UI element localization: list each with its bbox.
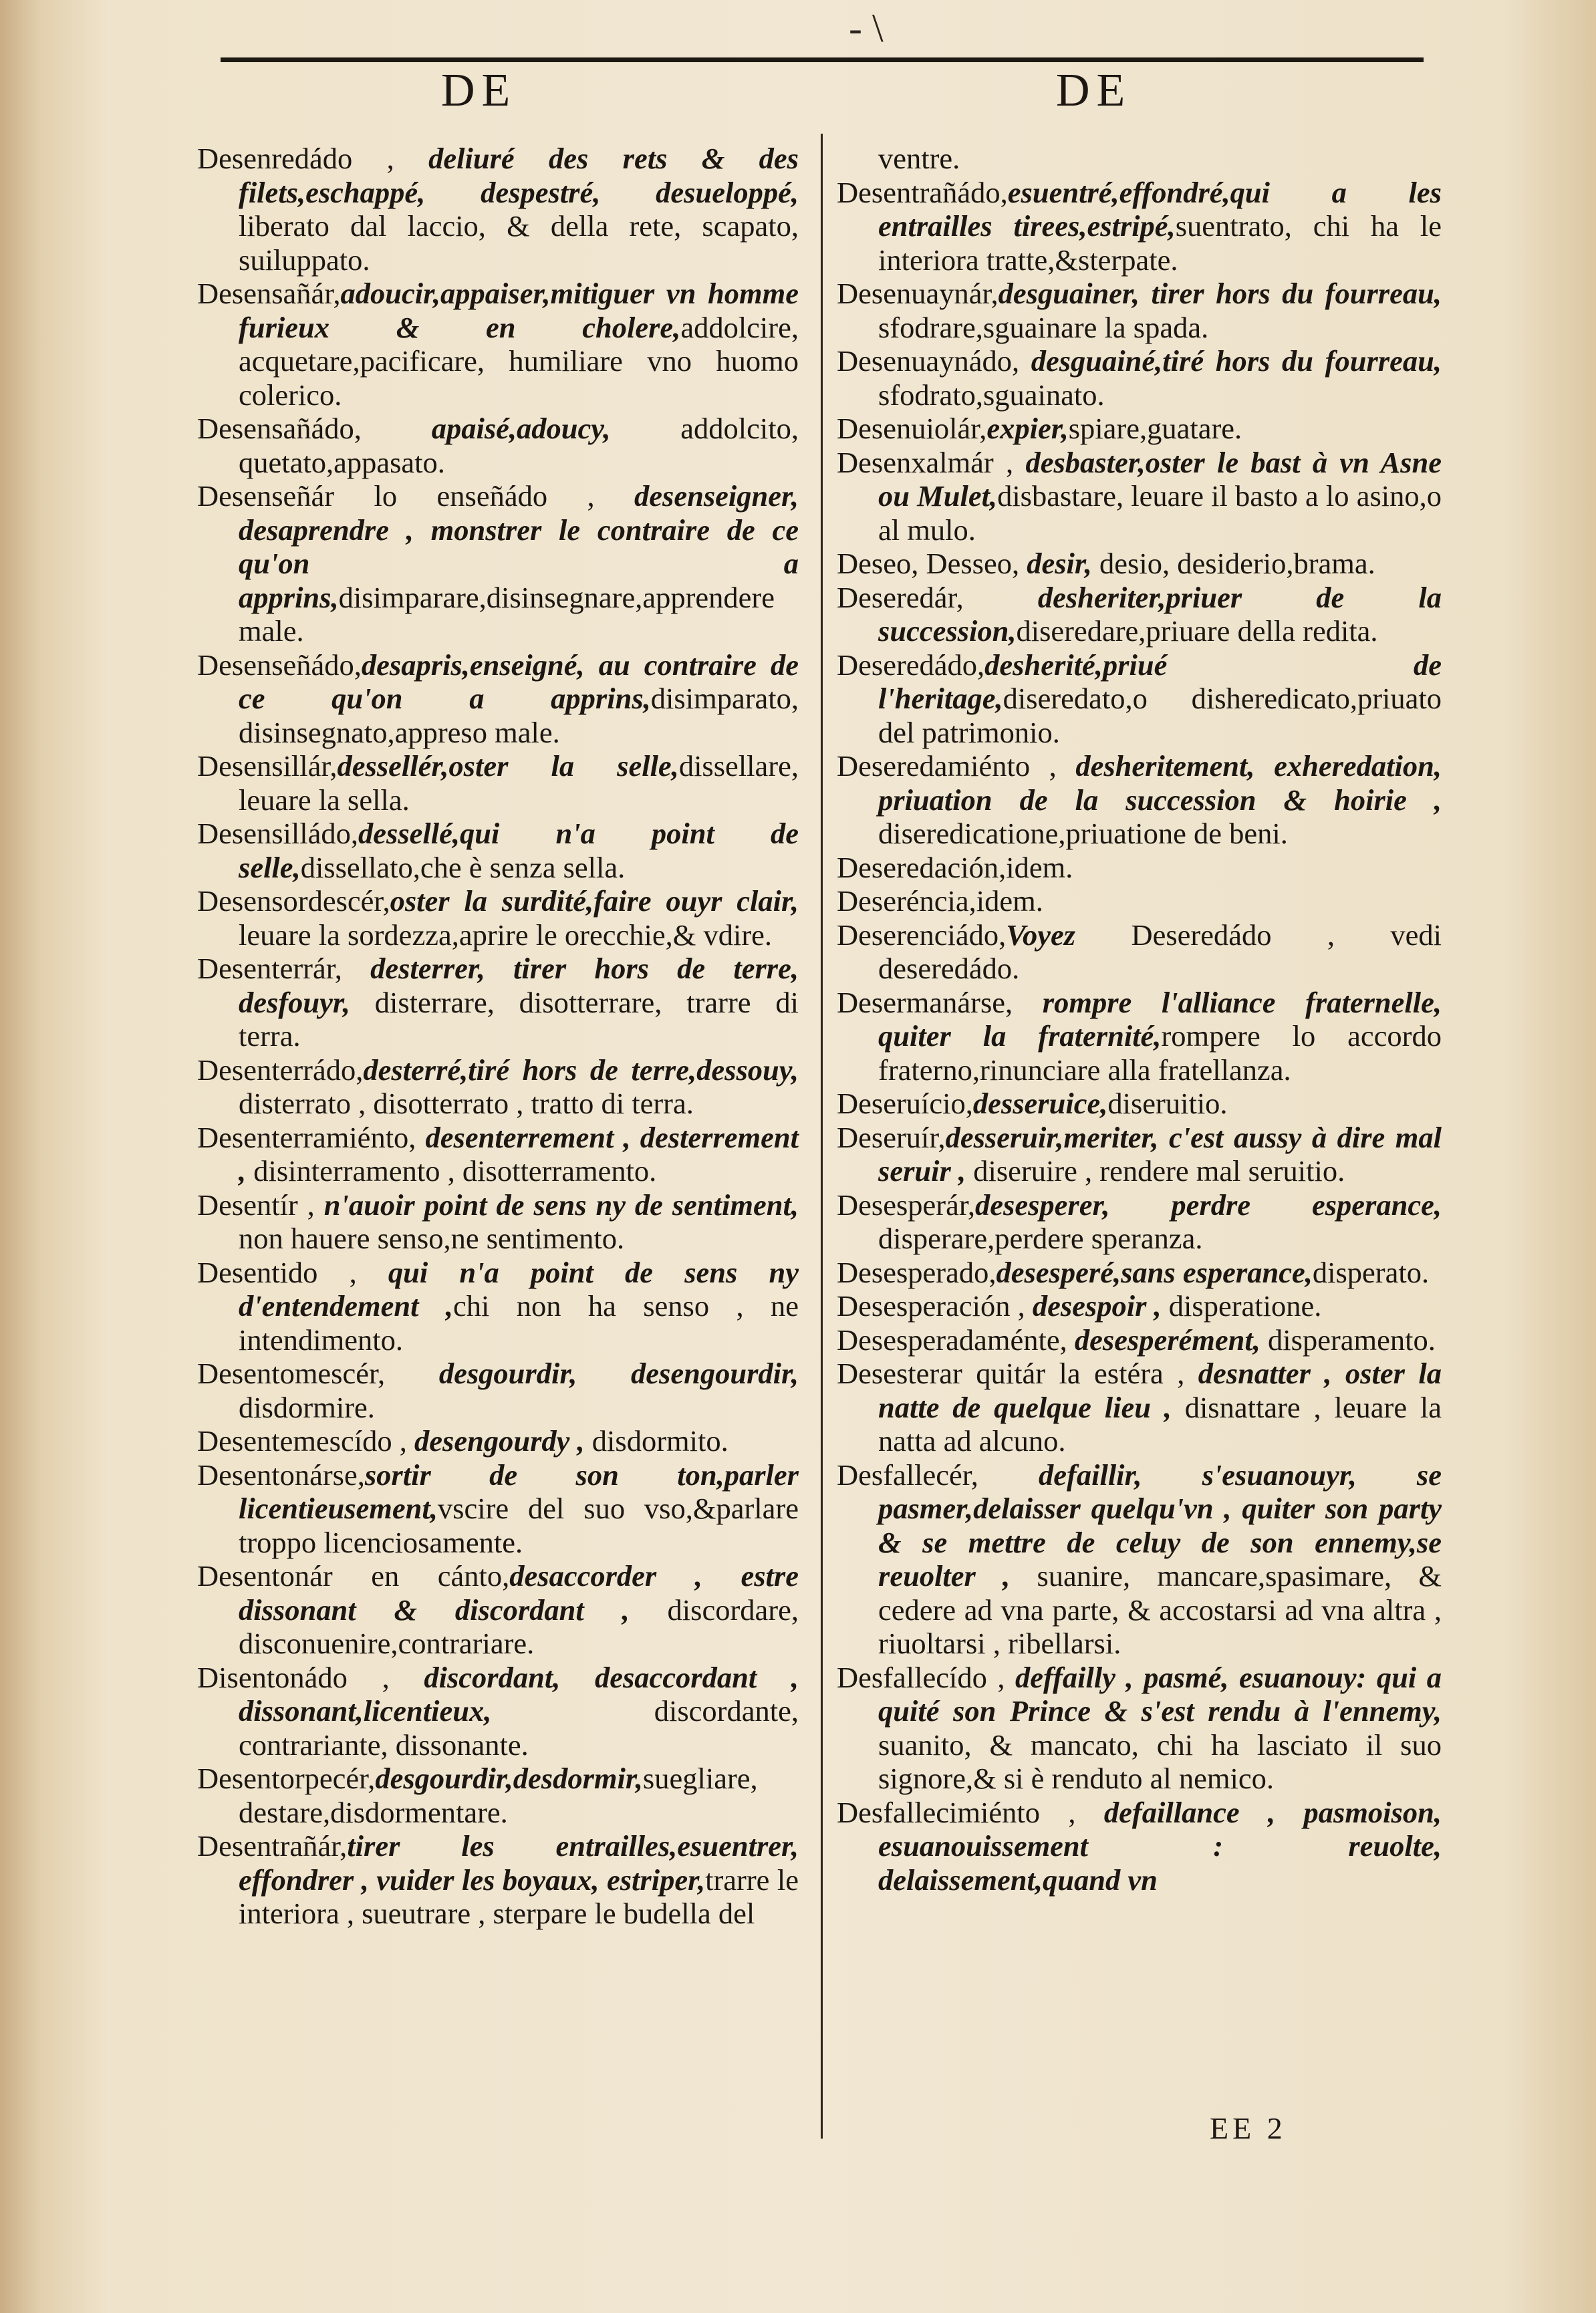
italian-gloss: suanire, mancare,spasimare, & cedere ad vna parte, & accostarsi ad vna altra , riuoltarsi , ribellarsi. [878, 1559, 1442, 1660]
french-gloss: desespoir , [1032, 1289, 1162, 1323]
italian-gloss: disperare,perdere speranza. [878, 1222, 1203, 1255]
column-divider [821, 134, 823, 2139]
dictionary-entry [197, 1121, 799, 1188]
italian-gloss: Deseredádo , vedi deseredádo. [878, 918, 1442, 985]
dictionary-entry [837, 344, 1442, 412]
headword: Desentido , [197, 1255, 388, 1289]
french-gloss: desaccorder , estre dissonant & discordant , [239, 1559, 799, 1627]
italian-gloss: disinterramento , disotterramento. [246, 1154, 657, 1188]
dictionary-entry [197, 1829, 799, 1931]
dictionary-entry [197, 1661, 799, 1762]
french-gloss: dessellér,oster la selle, [337, 749, 679, 783]
italian-gloss: ventre. [878, 142, 960, 175]
italian-gloss: idem. [976, 884, 1043, 918]
dictionary-entry [197, 884, 799, 952]
dictionary-entry [197, 1357, 799, 1424]
dictionary-entry [197, 817, 799, 884]
headword: Deseredamiénto , [837, 749, 1076, 783]
french-gloss: Voyez [1006, 918, 1076, 952]
dictionary-entry [197, 412, 799, 479]
headword: Desfallecído , [837, 1660, 1016, 1694]
dictionary-entry [837, 1188, 1442, 1256]
headword: Desesperadaménte, [837, 1323, 1075, 1357]
headword: Desentemescído , [197, 1424, 414, 1458]
french-gloss: deffailly , pasmé, esuanouy: qui a quité son Prince & s'est rendu à l'ennemy, [878, 1660, 1442, 1728]
french-gloss: defaillir, s'esuanouyr, se pasmer,delaisser quelqu'vn , quiter son party & se mettre de celuy de son ennemy,se reuolter , [878, 1458, 1442, 1593]
headword: Desenseñár lo enseñádo , [197, 479, 634, 513]
headword: Desensañár, [197, 277, 341, 310]
french-gloss: deliuré des rets & des filets,eschappé, despestré, desueloppé, [239, 142, 799, 209]
french-gloss: desheriter,priuer de la succession, [878, 580, 1442, 648]
italian-gloss: trarre le interiora , sueutrare , sterpare le budella del [239, 1863, 799, 1930]
italian-gloss: rompere lo accordo fraterno,rinunciare alla fratellanza. [878, 1019, 1442, 1087]
italian-gloss: non hauere senso,ne sentimento. [239, 1222, 625, 1255]
italian-gloss: disterrare, disotterrare, trarre di terra. [239, 985, 799, 1053]
headword: Desesperár, [837, 1188, 976, 1222]
dictionary-entry [837, 918, 1442, 986]
italian-gloss: diseruitio. [1107, 1087, 1228, 1120]
french-gloss: desesperé,sans esperance, [996, 1255, 1313, 1289]
headword: Deseruício, [837, 1087, 973, 1120]
italian-gloss: sfodrato,sguainato. [878, 378, 1105, 412]
headword: Deseréncia, [837, 884, 976, 918]
headword: Desenterrádo, [197, 1053, 364, 1087]
italian-gloss: disperato. [1312, 1255, 1430, 1289]
dictionary-entry [837, 851, 1442, 885]
italian-gloss: disnattare , leuare la natta ad alcuno. [878, 1390, 1442, 1458]
italian-gloss: liberato dal laccio, & della rete, scapato, suiluppato. [239, 209, 799, 277]
dictionary-entry [197, 1188, 799, 1256]
headword: Desenterramiénto, [197, 1120, 426, 1154]
italian-gloss: idem. [1006, 850, 1073, 884]
french-gloss: desseruir,meriter, c'est aussy à dire mal seruir , [878, 1120, 1442, 1188]
italian-gloss: disimparato, disinsegnato,appreso male. [239, 682, 799, 749]
italian-gloss: disterrato , disotterrato , tratto di terra. [239, 1087, 694, 1120]
headword: Disentonádo , [197, 1660, 424, 1694]
running-head-left: DE [441, 65, 517, 116]
headword: Desentrañár, [197, 1829, 348, 1863]
italian-gloss: leuare la sordezza,aprire le orecchie,& vdire. [239, 918, 773, 952]
dictionary-entry [837, 1661, 1442, 1796]
dictionary-entry [837, 412, 1442, 446]
dictionary-entry [837, 176, 1442, 277]
dictionary-entry [197, 1053, 799, 1121]
headword: Desentrañádo, [837, 175, 1008, 209]
french-gloss: desesperément, [1074, 1323, 1260, 1357]
headword: Deseruír, [837, 1120, 946, 1154]
dictionary-entry [197, 749, 799, 817]
headword: Desenuaynádo, [837, 344, 1031, 378]
dictionary-entry [837, 1323, 1442, 1357]
dictionary-entry [837, 884, 1442, 918]
headword: Desermanárse, [837, 985, 1043, 1019]
dictionary-entry [197, 1458, 799, 1560]
french-gloss: desapris,enseigné, au contraire de ce qu'on a apprins, [239, 648, 799, 715]
italian-gloss: desio, desiderio,brama. [1091, 547, 1375, 580]
french-gloss: rompre l'alliance fraternelle, quiter la fraternité, [878, 985, 1442, 1053]
dictionary-entry [837, 1796, 1442, 1897]
italian-gloss: dissellato,che è senza sella. [300, 850, 626, 884]
italian-gloss: suentrato, chi ha le interiora tratte,&sterpate. [878, 209, 1442, 277]
italian-gloss: sfodrare,sguainare la spada. [878, 310, 1209, 344]
french-gloss: desheritement, exheredation, priuation de la succession & hoirie , [878, 749, 1442, 817]
headword: Desentír , [197, 1188, 324, 1222]
headword: Desenuaynár, [837, 277, 999, 310]
french-gloss: expier, [986, 412, 1069, 445]
headword: Desenuiolár, [837, 412, 987, 445]
french-gloss: dessellé,qui n'a point de selle, [239, 817, 799, 884]
french-gloss: qui n'a point de sens ny d'entendement , [239, 1255, 799, 1323]
french-gloss: desenseigner, desaprendre , monstrer le contraire de ce qu'on a apprins, [239, 479, 799, 614]
dictionary-entry [837, 581, 1442, 648]
french-gloss: oster la surdité,faire ouyr clair, [390, 884, 799, 918]
headword: Desensañádo, [197, 412, 432, 445]
headword: Desesperado, [837, 1255, 996, 1289]
dictionary-entry [197, 952, 799, 1053]
headword: Deseredádo, [837, 648, 985, 682]
headword: Desensilládo, [197, 817, 358, 850]
french-gloss: desesperer, perdre esperance, [975, 1188, 1442, 1222]
dictionary-entry [197, 1559, 799, 1661]
french-gloss: discordant, desaccordant , dissonant,licentieux, [239, 1660, 799, 1728]
dictionary-entry [197, 648, 799, 750]
french-gloss: desenterrement , desterrement , [239, 1120, 799, 1188]
italian-gloss: suanito, & mancato, chi ha lasciato il suo signore,& si è renduto al nemico. [878, 1728, 1442, 1795]
french-gloss: desseruice, [972, 1087, 1108, 1120]
headword: Deseredación, [837, 850, 1007, 884]
french-gloss: sortir de son ton,parler licentieusement, [239, 1458, 799, 1525]
italian-gloss: vscire del suo vso,&parlare troppo licenciosamente. [239, 1492, 799, 1559]
dictionary-entry [837, 446, 1442, 547]
french-gloss: apaisé,adoucy, [431, 412, 611, 445]
italian-gloss: disbastare, leuare il basto a lo asino,o al mulo. [878, 479, 1442, 547]
headword: Desenxalmár , [837, 445, 1026, 479]
dictionary-entry [837, 1256, 1442, 1290]
italian-gloss: discordare, disconuenire,contrariare. [239, 1593, 799, 1660]
headword: Desentonár en cánto, [197, 1559, 510, 1593]
headword: Desfallecér, [837, 1458, 1039, 1492]
french-gloss: n'auoir point de sens ny de sentiment, [323, 1188, 799, 1222]
headword: Desenterrár, [197, 952, 371, 985]
headword: Deserenciádo, [837, 918, 1007, 952]
dictionary-entry [837, 1087, 1442, 1121]
italian-gloss: disdormito. [584, 1424, 728, 1458]
italian-gloss: chi non ha senso , ne intendimento. [239, 1289, 799, 1357]
dictionary-entry [197, 1762, 799, 1829]
french-gloss: desbaster,oster le bast à vn Asne ou Mulet, [878, 445, 1442, 513]
headword: Desfallecimiénto , [837, 1795, 1104, 1829]
top-mark: - \ [849, 6, 884, 50]
dictionary-entry [837, 1458, 1442, 1661]
headword: Desenseñádo, [197, 648, 362, 682]
dictionary-entry [837, 142, 1442, 176]
headword: Desesperación , [837, 1289, 1033, 1323]
french-gloss: desir, [1027, 547, 1092, 580]
dictionary-entry [837, 1121, 1442, 1188]
french-gloss: desherité,priué de l'heritage, [878, 648, 1442, 715]
dictionary-entry [837, 547, 1442, 581]
dictionary-entry [197, 479, 799, 648]
header-rule [221, 57, 1424, 62]
dictionary-entry [197, 1256, 799, 1357]
running-head-right: DE [1056, 65, 1132, 116]
french-gloss: desguainé,tiré hors du fourreau, [1031, 344, 1442, 378]
french-gloss: desterré,tiré hors de terre,dessouy, [363, 1053, 799, 1087]
french-gloss: tirer les entrailles,esuentrer, effondrer , vuider les boyaux, estriper, [239, 1829, 799, 1897]
french-gloss: esuentré,effondré,qui a les entrailles tirees,estripé, [878, 175, 1442, 243]
italian-gloss: addolcito, quetato,appasato. [239, 412, 799, 479]
dictionary-entry [837, 1357, 1442, 1458]
italian-gloss: addolcire, acquetare,pacificare, humiliare vno huomo colerico. [239, 310, 799, 412]
dictionary-entry [197, 1424, 799, 1458]
dictionary-entry [837, 749, 1442, 851]
signature-mark: EE 2 [1210, 2111, 1287, 2145]
dictionary-entry [197, 142, 799, 277]
dictionary-entry [837, 986, 1442, 1087]
italian-gloss: spiare,guatare. [1068, 412, 1242, 445]
italian-gloss: disperatione. [1161, 1289, 1322, 1323]
headword: Deseredár, [837, 580, 1038, 614]
headword: Desentorpecér, [197, 1762, 376, 1795]
french-gloss: desengourdy , [414, 1424, 585, 1458]
italian-gloss: diseredare,priuare della redita. [1016, 614, 1378, 648]
dictionary-entry [197, 277, 799, 412]
headword: Desentomescér, [197, 1357, 439, 1390]
dictionary-entry [837, 1289, 1442, 1323]
italian-gloss: disdormire. [239, 1390, 375, 1424]
french-gloss: adoucir,appaiser,mitiguer vn homme furieux & en cholere, [239, 277, 799, 344]
dictionary-entry [837, 648, 1442, 750]
french-gloss: desnatter , oster la natte de quelque lieu , [878, 1357, 1442, 1424]
french-gloss: desgourdir,desdormir, [375, 1762, 643, 1795]
headword: Desenredádo , [197, 142, 429, 175]
italian-gloss: diseredato,o disheredicato,priuato del patrimonio. [878, 682, 1442, 749]
italian-gloss: diseruire , rendere mal seruitio. [966, 1154, 1345, 1188]
headword: Deseo, Desseo, [837, 547, 1027, 580]
italian-gloss: disperamento. [1260, 1323, 1436, 1357]
french-gloss: defaillance , pasmoison, esuanouissement : reuolte, delaissement,quand vn [878, 1795, 1442, 1897]
headword: Desensillár, [197, 749, 338, 783]
french-gloss: desterrer, tirer hors de terre, desfouyr, [239, 952, 799, 1019]
french-gloss: desguainer, tirer hors du fourreau, [998, 277, 1442, 310]
italian-gloss: dissellare, leuare la sella. [239, 749, 799, 817]
headword: Desensordescér, [197, 884, 390, 918]
headword: Desesterar quitár la estéra , [837, 1357, 1198, 1390]
left-column [197, 142, 799, 1931]
headword: Desentonárse, [197, 1458, 365, 1492]
right-column [837, 142, 1442, 1897]
french-gloss: desgourdir, desengourdir, [438, 1357, 799, 1390]
italian-gloss: diseredicatione,priuatione de beni. [878, 817, 1288, 850]
italian-gloss: suegliare, destare,disdormentare. [239, 1762, 758, 1829]
italian-gloss: disimparare,disinsegnare,apprendere male. [239, 580, 775, 648]
italian-gloss: discordante, contrariante, dissonante. [239, 1694, 799, 1762]
dictionary-entry [837, 277, 1442, 344]
